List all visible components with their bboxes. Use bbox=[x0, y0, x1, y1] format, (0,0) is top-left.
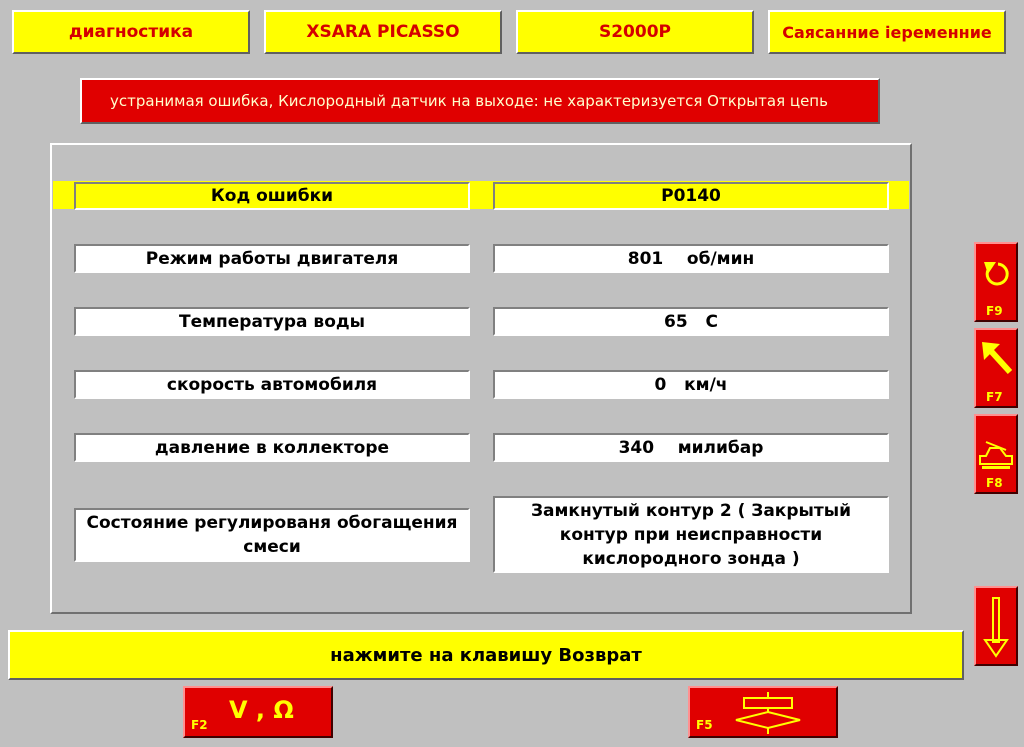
refresh-button[interactable] bbox=[974, 242, 1018, 322]
tab-vehicle-model-label: XSARA PICASSO bbox=[306, 22, 460, 42]
multimeter-label: V , Ω bbox=[229, 696, 294, 724]
prompt-text: нажмите на клавишу Возврат bbox=[330, 644, 642, 666]
prompt-bar bbox=[8, 630, 964, 680]
water-temp-label bbox=[74, 307, 470, 336]
manifold-pressure-label-text: давление в коллекторе bbox=[154, 437, 390, 458]
flowchart-fkey: F5 bbox=[696, 718, 713, 732]
vehicle-fkey: F8 bbox=[986, 476, 1003, 490]
fault-code-label-text: Код ошибки bbox=[210, 186, 334, 206]
vehicle-icon bbox=[976, 430, 1016, 480]
engine-speed-value bbox=[493, 244, 889, 273]
water-temp-label-text: Температура воды bbox=[179, 311, 365, 332]
multimeter-button[interactable] bbox=[183, 686, 333, 738]
manifold-pressure-label bbox=[74, 433, 470, 462]
multimeter-fkey: F2 bbox=[191, 718, 208, 732]
water-temp-value-text: 65 C bbox=[664, 311, 718, 332]
tab-ecu[interactable] bbox=[516, 10, 754, 54]
vehicle-speed-value bbox=[493, 370, 889, 399]
scroll-down-button[interactable] bbox=[974, 586, 1018, 666]
manifold-pressure-value-text: 340 милибар bbox=[618, 437, 764, 458]
engine-speed-value-text: 801 об/мин bbox=[627, 248, 755, 269]
vehicle-button[interactable] bbox=[974, 414, 1018, 494]
vehicle-speed-value-text: 0 км/ч bbox=[654, 374, 728, 395]
vehicle-speed-label-text: скорость автомобиля bbox=[166, 374, 378, 395]
refresh-icon bbox=[976, 252, 1016, 302]
mixture-control-value bbox=[493, 496, 889, 573]
flowchart-button[interactable] bbox=[688, 686, 838, 738]
engine-speed-label-text: Режим работы двигателя bbox=[145, 248, 399, 269]
manifold-pressure-value bbox=[493, 433, 889, 462]
arrow-down-icon bbox=[976, 588, 1016, 664]
refresh-fkey: F9 bbox=[986, 304, 1003, 318]
fault-code-label bbox=[74, 182, 470, 210]
mixture-control-value-text: Замкнутый контур 2 ( Закрытый контур при неисправности кислородного зонда ) bbox=[530, 500, 852, 569]
error-message-text: устранимая ошибка, Кислородный датчик на выходе: не характеризуется Открытая цепь bbox=[110, 92, 828, 110]
tab-vehicle-model[interactable] bbox=[264, 10, 502, 54]
fault-code-value bbox=[493, 182, 889, 210]
engine-speed-label bbox=[74, 244, 470, 273]
mixture-control-label-text: Состояние регулированя обогащения смеси bbox=[86, 513, 458, 557]
mixture-control-label bbox=[74, 508, 470, 562]
fault-code-value-text: P0140 bbox=[661, 186, 721, 206]
tab-diagnostics[interactable] bbox=[12, 10, 250, 54]
up-left-fkey: F7 bbox=[986, 390, 1003, 404]
tab-parameters[interactable] bbox=[768, 10, 1006, 54]
vehicle-speed-label bbox=[74, 370, 470, 399]
error-message-bar bbox=[80, 78, 880, 124]
tab-ecu-label: S2000P bbox=[598, 22, 672, 42]
arrow-up-left-icon bbox=[976, 336, 1016, 386]
up-left-button[interactable] bbox=[974, 328, 1018, 408]
tab-parameters-label: Саясанние іеременние bbox=[782, 22, 992, 42]
tab-diagnostics-label: диагностика bbox=[68, 22, 194, 42]
water-temp-value bbox=[493, 307, 889, 336]
flowchart-icon bbox=[728, 690, 808, 736]
